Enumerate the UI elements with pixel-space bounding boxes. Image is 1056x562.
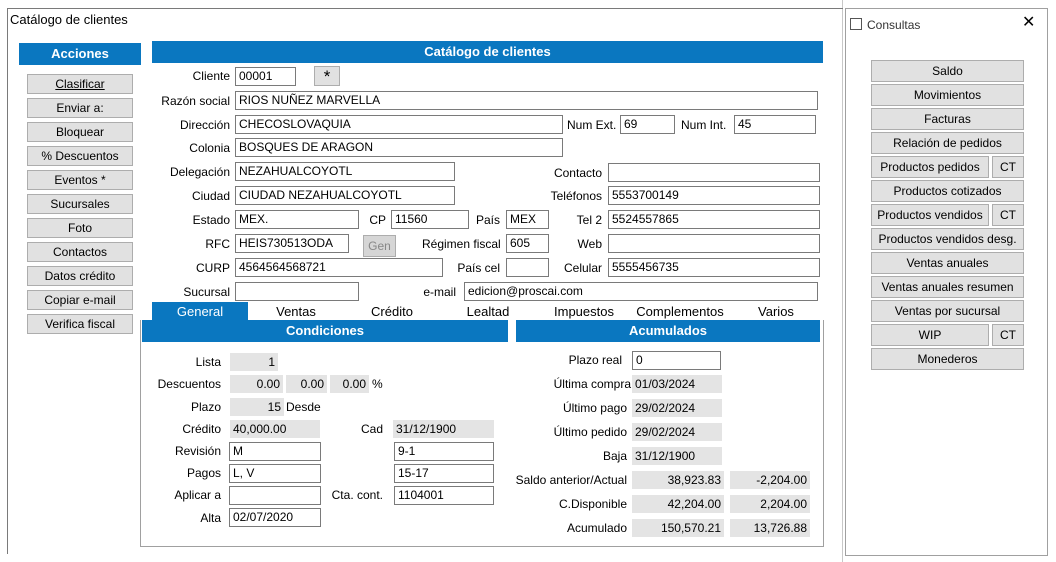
ultimo-pedido-label: Último pedido	[553, 425, 627, 439]
wip-button[interactable]: WIP	[871, 324, 989, 346]
ciudad-label: Ciudad	[191, 189, 230, 203]
cliente-label: Cliente	[192, 69, 230, 83]
clasificar-button[interactable]: Clasificar	[27, 74, 133, 94]
plazo-real-label: Plazo real	[568, 353, 622, 367]
pais-input[interactable]: MEX	[506, 210, 549, 229]
saldo-anterior-value: 38,923.83	[632, 471, 724, 489]
revision-label: Revisión	[174, 444, 221, 458]
curp-label: CURP	[195, 261, 230, 275]
monederos-button[interactable]: Monederos	[871, 348, 1024, 370]
cp-input[interactable]: 11560	[391, 210, 469, 229]
window-frame-top	[7, 8, 843, 9]
regimen-fiscal-label: Régimen fiscal	[422, 237, 501, 251]
relacion-pedidos-button[interactable]: Relación de pedidos	[871, 132, 1024, 154]
celular-input[interactable]: 5555456735	[608, 258, 820, 277]
movimientos-button[interactable]: Movimientos	[871, 84, 1024, 106]
cliente-search-button[interactable]: *	[314, 66, 340, 86]
rfc-input[interactable]: HEIS730513ODA	[235, 234, 349, 253]
close-icon[interactable]: ✕	[1022, 14, 1036, 31]
pagos-2-input[interactable]: 15-17	[394, 464, 494, 483]
wip-ct-button[interactable]: CT	[992, 324, 1024, 346]
alta-label: Alta	[200, 511, 221, 525]
acumulados-header: Acumulados	[516, 320, 820, 342]
ultima-compra-value: 01/03/2024	[632, 375, 722, 393]
ventas-por-sucursal-button[interactable]: Ventas por sucursal	[871, 300, 1024, 322]
colonia-label: Colonia	[189, 141, 230, 155]
telefonos-input[interactable]: 5553700149	[608, 186, 820, 205]
c-disponible-2-value: 2,204.00	[730, 495, 810, 513]
pagos-input[interactable]: L, V	[229, 464, 321, 483]
plazo-value: 15	[230, 398, 284, 416]
sucursal-input[interactable]	[235, 282, 359, 301]
condiciones-header: Condiciones	[142, 320, 508, 342]
regimen-fiscal-input[interactable]: 605	[506, 234, 549, 253]
cliente-input[interactable]: 00001	[235, 67, 296, 86]
datos-credito-button[interactable]: Datos crédito	[27, 266, 133, 286]
pais-label: País	[475, 213, 500, 227]
web-input[interactable]	[608, 234, 820, 253]
tab-lealtad[interactable]: Lealtad	[466, 304, 510, 319]
c-disponible-label: C.Disponible	[558, 497, 627, 511]
plazo-real-input[interactable]: 0	[632, 351, 721, 370]
bloquear-button[interactable]: Bloquear	[27, 122, 133, 142]
acumulado-2-value: 13,726.88	[730, 519, 810, 537]
sucursales-button[interactable]: Sucursales	[27, 194, 133, 214]
tab-credito[interactable]: Crédito	[371, 304, 413, 319]
ciudad-input[interactable]: CIUDAD NEZAHUALCOYOTL	[235, 186, 455, 205]
rfc-label: RFC	[205, 237, 230, 251]
facturas-button[interactable]: Facturas	[871, 108, 1024, 130]
window-icon	[850, 18, 862, 30]
direccion-label: Dirección	[179, 118, 230, 132]
alta-input[interactable]: 02/07/2020	[229, 508, 321, 527]
acumulado-label: Acumulado	[566, 521, 627, 535]
contacto-input[interactable]	[608, 163, 820, 182]
delegacion-label: Delegación	[169, 165, 230, 179]
pagos-label: Pagos	[186, 466, 221, 480]
pais-cel-label: País cel	[457, 261, 500, 275]
lista-label: Lista	[195, 355, 221, 369]
productos-pedidos-ct-button[interactable]: CT	[992, 156, 1024, 178]
descuentos-button[interactable]: % Descuentos	[27, 146, 133, 166]
verifica-fiscal-button[interactable]: Verifica fiscal	[27, 314, 133, 334]
productos-vendidos-button[interactable]: Productos vendidos	[871, 204, 989, 226]
sucursal-label: Sucursal	[183, 285, 230, 299]
cad-value: 31/12/1900	[393, 420, 494, 438]
lista-value: 1	[230, 353, 278, 371]
descuento-1-value: 0.00	[230, 375, 283, 393]
contactos-button[interactable]: Contactos	[27, 242, 133, 262]
ventas-anuales-resumen-button[interactable]: Ventas anuales resumen	[871, 276, 1024, 298]
credito-value: 40,000.00	[230, 420, 320, 438]
saldo-button[interactable]: Saldo	[871, 60, 1024, 82]
window-title: Catálogo de clientes	[10, 12, 128, 27]
revision-2-input[interactable]: 9-1	[394, 442, 494, 461]
ultima-compra-label: Última compra	[553, 377, 631, 391]
estado-input[interactable]: MEX.	[235, 210, 359, 229]
email-label: e-mail	[423, 285, 456, 299]
razon-social-input[interactable]: RIOS NUÑEZ MARVELLA	[235, 91, 818, 110]
acumulado-1-value: 150,570.21	[632, 519, 724, 537]
tab-varios[interactable]: Varios	[758, 304, 794, 319]
form-header: Catálogo de clientes	[152, 41, 823, 63]
percent-symbol: %	[372, 377, 383, 391]
contacto-label: Contacto	[553, 166, 602, 180]
num-ext-input[interactable]: 69	[620, 115, 675, 134]
num-int-input[interactable]: 45	[734, 115, 816, 134]
direccion-input[interactable]: CHECOSLOVAQUIA	[235, 115, 563, 134]
productos-pedidos-button[interactable]: Productos pedidos	[871, 156, 989, 178]
descuentos-label: Descuentos	[157, 377, 221, 391]
productos-vendidos-desg-button[interactable]: Productos vendidos desg.	[871, 228, 1024, 250]
estado-label: Estado	[192, 213, 230, 227]
revision-input[interactable]: M	[229, 442, 321, 461]
tel2-label: Tel 2	[576, 213, 602, 227]
aplicar-a-label: Aplicar a	[174, 488, 221, 502]
tel2-input[interactable]: 5524557865	[608, 210, 820, 229]
descuento-2-value: 0.00	[286, 375, 327, 393]
baja-value: 31/12/1900	[632, 447, 722, 465]
descuento-3-value: 0.00	[330, 375, 369, 393]
web-label: Web	[577, 237, 602, 251]
cta-cont-label: Cta. cont.	[331, 488, 383, 502]
ventas-anuales-button[interactable]: Ventas anuales	[871, 252, 1024, 274]
curp-input[interactable]: 4564564568721	[235, 258, 443, 277]
saldo-label: Saldo anterior/Actual	[515, 473, 627, 487]
productos-cotizados-button[interactable]: Productos cotizados	[871, 180, 1024, 202]
cp-label: CP	[369, 213, 386, 227]
tab-ventas[interactable]: Ventas	[276, 304, 316, 319]
aplicar-a-input[interactable]	[229, 486, 321, 505]
delegacion-input[interactable]: NEZAHUALCOYOTL	[235, 162, 455, 181]
enviar-a-button[interactable]: Enviar a:	[27, 98, 133, 118]
colonia-input[interactable]: BOSQUES DE ARAGON	[235, 138, 563, 157]
gen-button[interactable]: Gen	[363, 235, 396, 257]
tab-complementos[interactable]: Complementos	[636, 304, 724, 319]
productos-vendidos-ct-button[interactable]: CT	[992, 204, 1024, 226]
pais-cel-input[interactable]	[506, 258, 549, 277]
tab-impuestos[interactable]: Impuestos	[554, 304, 614, 319]
eventos-button[interactable]: Eventos *	[27, 170, 133, 190]
razon-social-label: Razón social	[161, 94, 230, 108]
window-frame-left	[7, 8, 8, 554]
baja-label: Baja	[602, 449, 627, 463]
telefonos-label: Teléfonos	[550, 189, 602, 203]
cad-label: Cad	[360, 422, 383, 436]
consultas-panel	[845, 8, 1048, 556]
ultimo-pedido-value: 29/02/2024	[632, 423, 722, 441]
acciones-header: Acciones	[19, 43, 141, 65]
consultas-title: Consultas	[867, 18, 921, 32]
email-input[interactable]: edicion@proscai.com	[464, 282, 818, 301]
num-ext-label: Num Ext.	[567, 118, 617, 132]
foto-button[interactable]: Foto	[27, 218, 133, 238]
ultimo-pago-value: 29/02/2024	[632, 399, 722, 417]
c-disponible-1-value: 42,204.00	[632, 495, 724, 513]
tab-general[interactable]: General	[152, 302, 248, 321]
copiar-email-button[interactable]: Copiar e-mail	[27, 290, 133, 310]
plazo-label: Plazo	[190, 400, 221, 414]
saldo-actual-value: -2,204.00	[730, 471, 810, 489]
num-int-label: Num Int.	[681, 118, 727, 132]
cta-cont-input[interactable]: 1104001	[394, 486, 494, 505]
desde-label: Desde	[286, 400, 321, 414]
ultimo-pago-label: Último pago	[562, 401, 627, 415]
celular-label: Celular	[563, 261, 602, 275]
credito-label: Crédito	[182, 422, 221, 436]
